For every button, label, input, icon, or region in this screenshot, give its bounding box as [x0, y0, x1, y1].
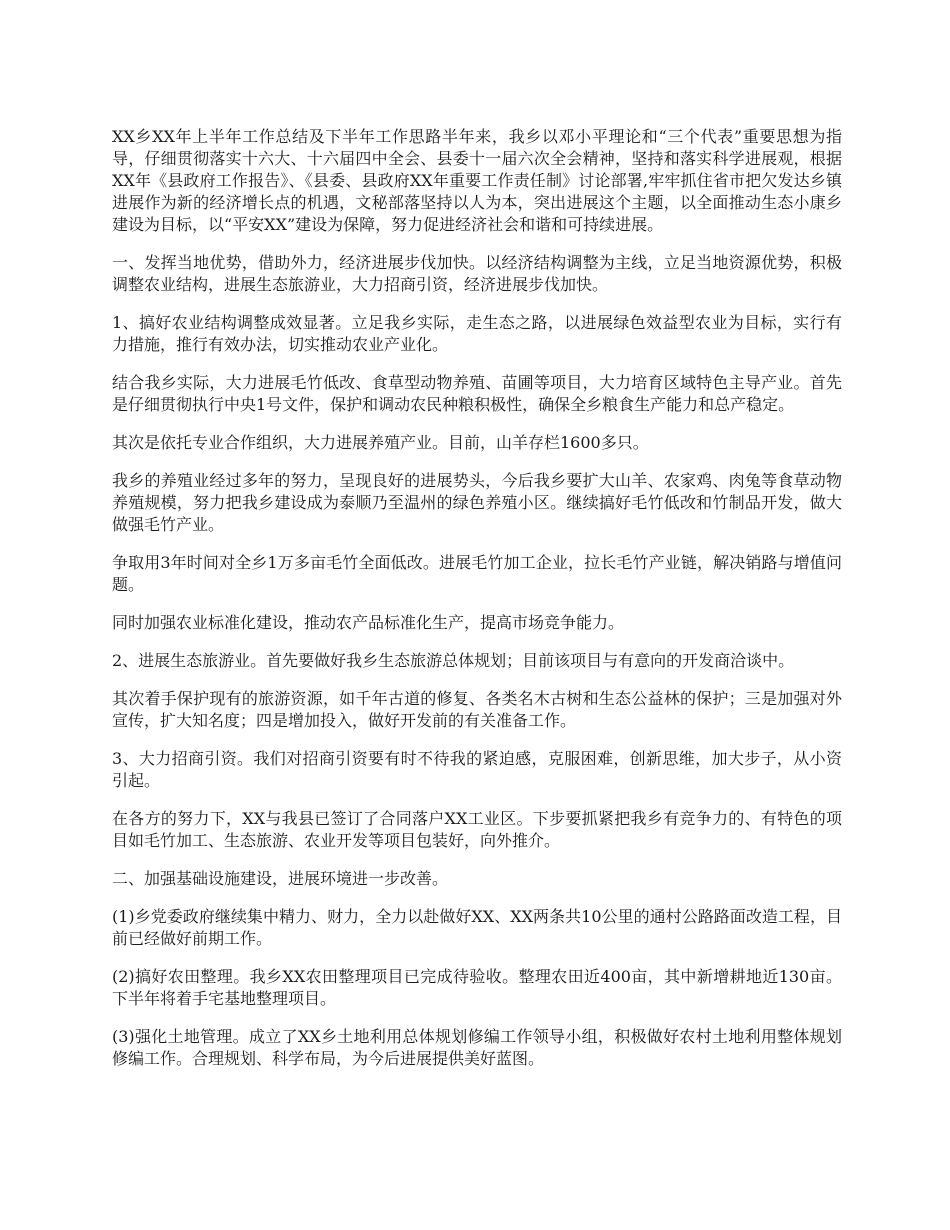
land-management-paragraph: (3)强化土地管理。成立了XX乡土地利用总体规划修编工作领导小组，积极做好农村土地利用整体规划修编工作。合理规划、科学布局，为今后进展提供美好蓝图。: [112, 1027, 842, 1068]
industry-paragraph: 结合我乡实际，大力进展毛竹低改、食草型动物养殖、苗圃等项目，大力培育区域特色主导产业。首先是仔细贯彻执行中央1号文件，保护和调动农民种粮积极性，确保全乡粮食生产能力和总产稳定。: [112, 373, 842, 414]
section-2-heading-paragraph: 二、加强基础设施建设，进展环境进一步改善。: [112, 869, 449, 888]
road-paragraph: (1)乡党委政府继续集中精力、财力，全力以赴做好XX、XX两条共10公里的通村公路路面改造工程，目前已经做好前期工作。: [112, 907, 842, 948]
agriculture-paragraph: 1、搞好农业结构调整成效显著。立足我乡实际，走生态之路，以进展绿色效益型农业为目标，实行有力措施，推行有效办法，切实推动农业产业化。: [112, 313, 842, 354]
investment-paragraph: 3、大力招商引资。我们对招商引资要有时不待我的紧迫感，克服困难，创新思维，加大步子，从小资引起。: [112, 749, 842, 790]
breeding-paragraph: 其次是依托专业合作组织，大力进展养殖产业。目前，山羊存栏1600多只。: [112, 433, 649, 452]
tourism-paragraph: 2、进展生态旅游业。首先要做好我乡生态旅游总体规划；目前该项目与有意向的开发商洽谈中。: [112, 651, 795, 670]
farmland-paragraph: (2)搞好农田整理。我乡XX农田整理项目已完成待验收。整理农田近400亩，其中新增耕地近130亩。下半年将着手宅基地整理项目。: [112, 967, 842, 1008]
investment-result-paragraph: 在各方的努力下，XX与我县已签订了合同落户XX工业区。下步要抓紧把我乡有竞争力的、有特色的项目如毛竹加工、生态旅游、农业开发等项目包装好，向外推介。: [112, 809, 842, 850]
section-1-heading-paragraph: 一、发挥当地优势，借助外力，经济进展步伐加快。以经济结构调整为主线，立足当地资源优势，积极调整农业结构，进展生态旅游业，大力招商引资，经济进展步伐加快。: [112, 253, 842, 294]
standardization-paragraph: 同时加强农业标准化建设，推动农产品标准化生产，提高市场竞争能力。: [112, 613, 625, 632]
tourism-protection-paragraph: 其次着手保护现有的旅游资源，如千年古道的修复、各类名木古树和生态公益林的保护；三是加强对外宣传，扩大知名度；四是增加投入，做好开发前的有关准备工作。: [112, 689, 842, 730]
intro-paragraph: XX乡XX年上半年工作总结及下半年工作思路半年来，我乡以邓小平理论和“三个代表”重要思想为指导，仔细贯彻落实十六大、十六届四中全会、县委十一届六次全会精神，坚持和落实科学进展观，根据XX年《县政府工作报告》、《县委、县政府XX年重要工作责任制》讨论部署,牢牢抓住省市把欠发达乡镇进展作为新的经济增长点的机遇，文秘部落坚持以人为本，突出进展这个主题，以全面推动生态小康乡建设为目标，以“平安XX”建设为保障，努力促进经济社会和谐和可持续进展。: [112, 127, 842, 234]
bamboo-paragraph: 争取用3年时间对全乡1万多亩毛竹全面低改。进展毛竹加工企业，拉长毛竹产业链，解决销路与增值问题。: [112, 553, 842, 594]
breeding-scale-paragraph: 我乡的养殖业经过多年的努力，呈现良好的进展势头，今后我乡要扩大山羊、农家鸡、肉兔等食草动物养殖规模，努力把我乡建设成为泰顺乃至温州的绿色养殖小区。继续搞好毛竹低改和竹制品开发，做大做强毛竹产业。: [112, 471, 842, 534]
document-body: [112, 126, 842, 1086]
